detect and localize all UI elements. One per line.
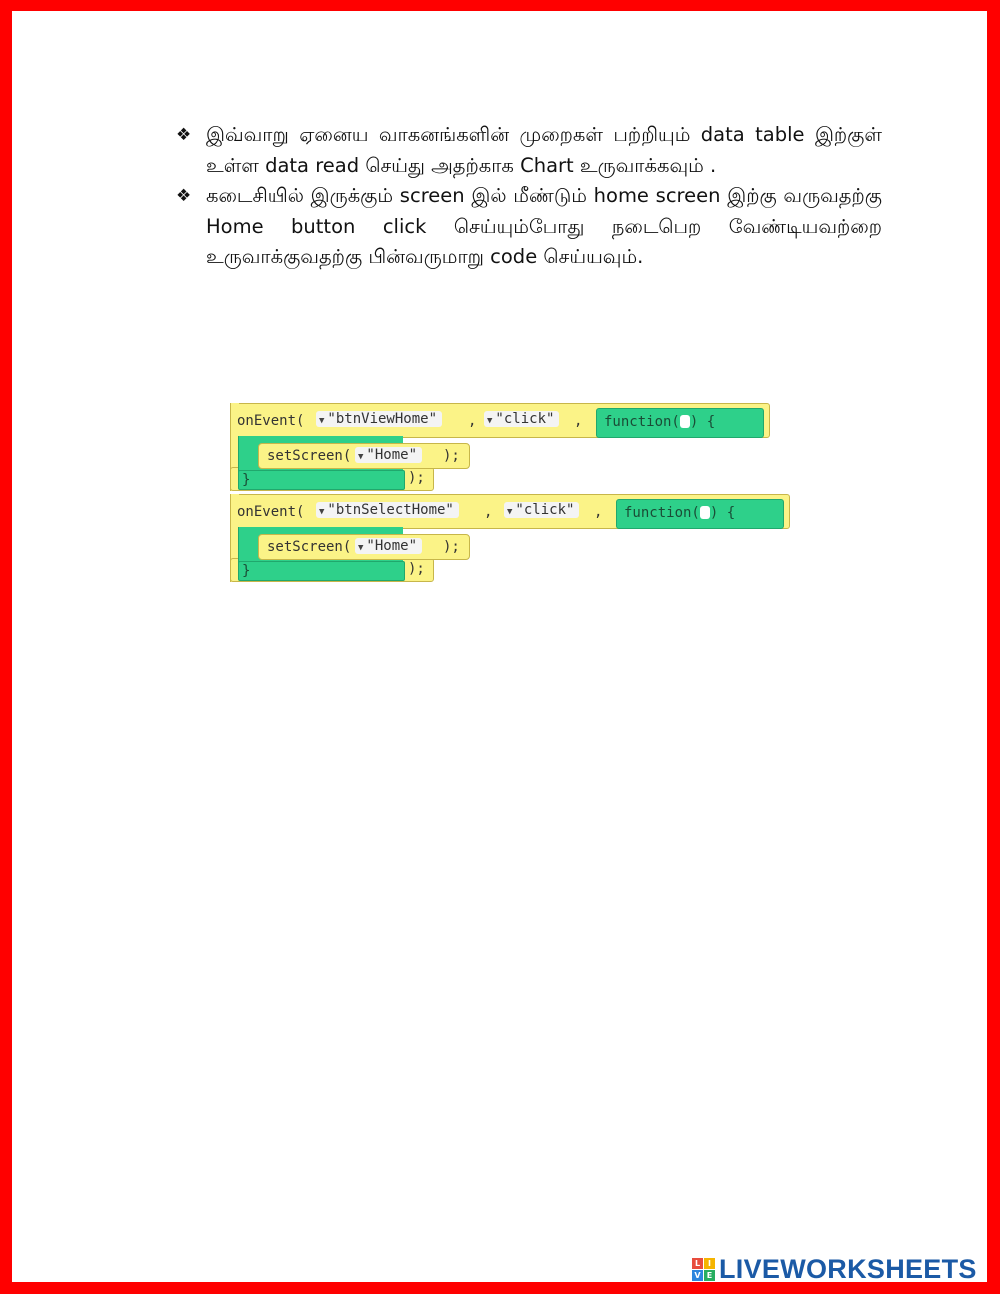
instruction-list [176,120,882,273]
logo-letter: I [704,1258,715,1269]
brand-name: LIVEWORKSHEETS [719,1253,977,1284]
triangle-down-icon: ▼ [487,416,493,426]
screen-dropdown[interactable]: ▼ "Home" [355,538,422,554]
code-blocks-image [230,403,792,593]
param-slot[interactable] [700,506,710,519]
close-paren: ); [408,470,425,486]
bullet-marker: ❖ [176,186,192,206]
close-brace: } [242,472,251,488]
element-id-dropdown[interactable]: ▼ "btnViewHome" [316,411,442,427]
screen-dropdown[interactable]: ▼ "Home" [355,447,422,463]
setscreen-close: ); [443,539,460,555]
function-block [616,499,784,529]
setscreen-label: setScreen( [267,448,352,464]
triangle-down-icon: ▼ [358,543,364,553]
instruction-item [176,181,882,273]
onevent-block [230,494,792,584]
instruction-text: கடைசியில் இருக்கும் screen இல் மீண்டும் home screen இற்கு வருவதற்கு Home button click செய்யும்போது நடைபெற வேண்டியவற்றை உருவாக்குவதற்கு பின்வருமாறு code செய்யவும். [206,184,882,268]
comma: , [574,413,583,429]
function-open: ) { [689,414,716,430]
comma: , [484,504,493,520]
liveworksheets-logo[interactable] [692,1254,977,1284]
function-keyword: function( [604,414,680,430]
event-type-dropdown[interactable]: ▼ "click" [504,502,579,518]
function-open: ) { [709,505,736,521]
close-paren: ); [408,561,425,577]
triangle-down-icon: ▼ [507,507,513,517]
liveworksheets-icon [692,1258,715,1281]
comma: , [468,413,477,429]
event-type-dropdown[interactable]: ▼ "click" [484,411,559,427]
setscreen-label: setScreen( [267,539,352,555]
comma: , [594,504,603,520]
setscreen-close: ); [443,448,460,464]
function-block [596,408,764,438]
onevent-label: onEvent( [237,413,305,429]
logo-letter: E [704,1270,715,1281]
onevent-block [230,403,770,493]
bullet-marker: ❖ [176,125,192,145]
onevent-label: onEvent( [237,504,305,520]
setscreen-block [258,443,470,469]
logo-letter: L [692,1258,703,1269]
function-keyword: function( [624,505,700,521]
setscreen-block [258,534,470,560]
logo-letter: V [692,1270,703,1281]
triangle-down-icon: ▼ [319,507,325,517]
triangle-down-icon: ▼ [358,452,364,462]
element-id-dropdown[interactable]: ▼ "btnSelectHome" [316,502,459,518]
param-slot[interactable] [680,415,690,428]
instruction-item [176,120,882,181]
close-brace: } [242,563,251,579]
triangle-down-icon: ▼ [319,416,325,426]
instruction-text: இவ்வாறு ஏனைய வாகனங்களின் முறைகள் பற்றியும் data table இற்குள் உள்ள data read செய்து அதற்காக Chart உருவாக்கவும் . [206,123,882,177]
